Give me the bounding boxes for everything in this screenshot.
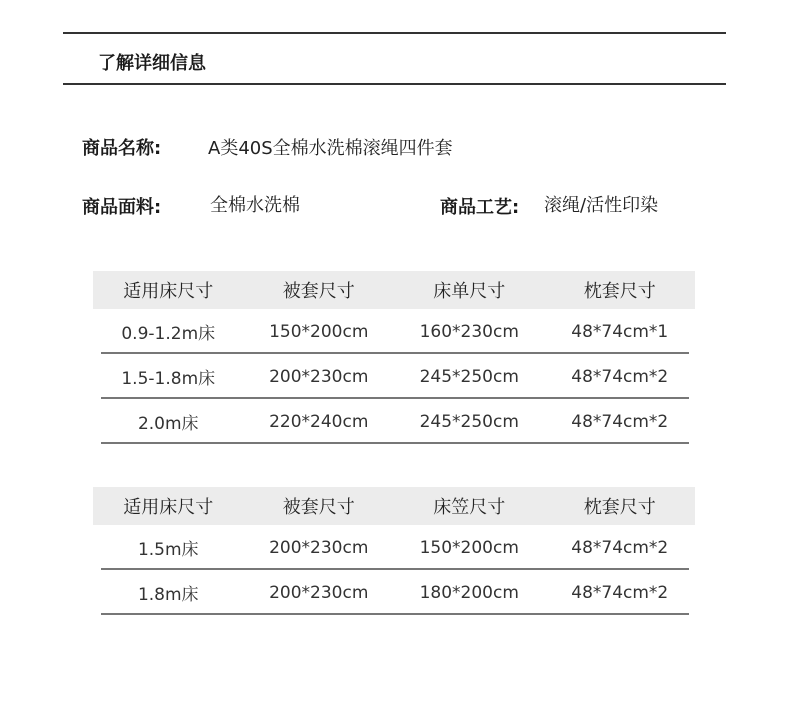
- table-row: [93, 399, 695, 444]
- title-divider: [63, 83, 726, 85]
- table-cell: 160*230cm: [394, 309, 545, 354]
- table-cell: 48*74cm*1: [545, 309, 696, 354]
- table-cell: 48*74cm*2: [545, 399, 696, 444]
- craft-value-wrap: [544, 191, 658, 217]
- craft-label: 商品工艺:: [440, 197, 520, 218]
- header-duvet-size: 被套尺寸: [244, 271, 395, 309]
- table-header-row: [93, 271, 695, 309]
- table-cell: 245*250cm: [394, 354, 545, 399]
- table-cell: 180*200cm: [394, 570, 545, 615]
- product-name-value: A类40S全棉水洗棉滚绳四件套: [208, 138, 453, 159]
- header-duvet-size: 被套尺寸: [244, 487, 395, 525]
- table-row: [93, 525, 695, 570]
- table-cell: 200*230cm: [244, 570, 395, 615]
- product-name-label: 商品名称:: [82, 138, 162, 159]
- header-pillowcase-size: 枕套尺寸: [545, 271, 696, 309]
- top-divider: [63, 32, 726, 34]
- table-cell: 2.0m床: [93, 399, 244, 444]
- table-cell: 1.5m床: [93, 525, 244, 570]
- header-bed-size: 适用床尺寸: [93, 487, 244, 525]
- table-cell: 150*200cm: [394, 525, 545, 570]
- size-table-1: [93, 271, 695, 444]
- table-cell: 48*74cm*2: [545, 354, 696, 399]
- header-pillowcase-size: 枕套尺寸: [545, 487, 696, 525]
- craft-row: [440, 193, 519, 219]
- table-header-row: [93, 487, 695, 525]
- table-cell: 150*200cm: [244, 309, 395, 354]
- size-table-2: [93, 487, 695, 615]
- product-name-value-wrap: [208, 134, 453, 160]
- fabric-value-wrap: [210, 191, 300, 217]
- fabric-label: 商品面料:: [82, 197, 162, 218]
- table-row: [93, 570, 695, 615]
- table-cell: 48*74cm*2: [545, 570, 696, 615]
- table-cell: 48*74cm*2: [545, 525, 696, 570]
- header-fitted-sheet-size: 床笠尺寸: [394, 487, 545, 525]
- product-name-row: [82, 134, 161, 160]
- fabric-row: [82, 193, 161, 219]
- table-cell: 1.8m床: [93, 570, 244, 615]
- craft-value: 滚绳/活性印染: [544, 195, 659, 216]
- table-cell: 200*230cm: [244, 525, 395, 570]
- table-cell: 1.5-1.8m床: [93, 354, 244, 399]
- header-bed-size: 适用床尺寸: [93, 271, 244, 309]
- fabric-value: 全棉水洗棉: [210, 195, 300, 216]
- table-cell: 220*240cm: [244, 399, 395, 444]
- table-cell: 245*250cm: [394, 399, 545, 444]
- section-title: 了解详细信息: [98, 53, 206, 74]
- table-cell: 200*230cm: [244, 354, 395, 399]
- table-cell: 0.9-1.2m床: [93, 309, 244, 354]
- header-sheet-size: 床单尺寸: [394, 271, 545, 309]
- table-row: [93, 309, 695, 354]
- table-row: [93, 354, 695, 399]
